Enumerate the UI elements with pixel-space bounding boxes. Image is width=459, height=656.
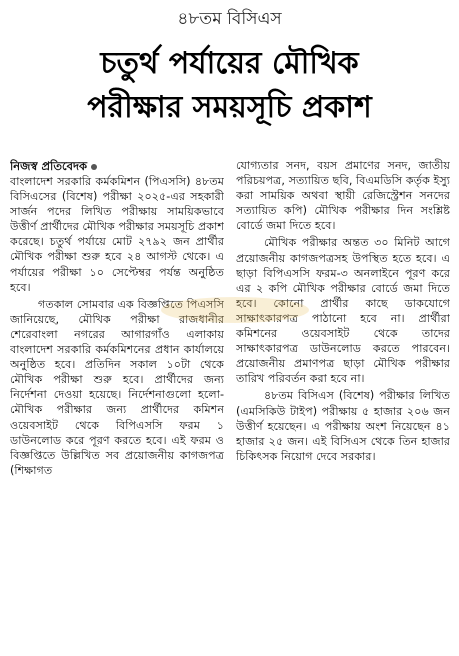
column-left: [10, 158, 224, 652]
paragraph: গতকাল সোমবার এক বিজ্ঞপ্তিতে পিএসসি জানিয়েছে, মৌখিক পরীক্ষা রাজধানীর শেরেবাংলা নগরের আগারগাঁও এলাকায় বাংলাদেশ সরকারি কর্মকমিশনের প্রধান কার্যালয়ে অনুষ্ঠিত হবে। প্রতিদিন সকাল ১০টা থেকে মৌখিক পরীক্ষা শুরু হবে। প্রার্থীদের জন্য নির্দেশনা দেওয়া হয়েছে। নির্দেশনাগুলো হলো- মৌখিক পরীক্ষার জন্য প্রার্থীদের কমিশন ওয়েবসাইট থেকে বিপিএসসি ফরম ১ ডাউনলোড করে পূরণ করতে হবে। এই ফরম ও বিজ্ঞপ্তিতে উল্লিখিত সব প্রয়োজনীয় কাগজপত্র (শিক্ষাগত: [10, 297, 224, 477]
byline-dot-icon: [91, 164, 97, 170]
headline: [0, 42, 459, 130]
byline: [10, 158, 224, 174]
headline-line-2: পরীক্ষার সময়সূচি প্রকাশ: [87, 90, 372, 125]
byline-text: নিজস্ব প্রতিবেদক: [10, 159, 88, 173]
paragraph: ৪৮তম বিসিএস (বিশেষ) পরীক্ষার লিখিত (এমসিকিউ টাইপ) পরীক্ষায় ৫ হাজার ২০৬ জন উত্তীর্ণ হয়েছেন। এ পরীক্ষায় অংশ নিয়েছেন ৪১ হাজার ২৫ জন। এই বিসিএস থেকে তিন হাজার চিকিৎসক নিয়োগ দেবে সরকার।: [236, 389, 450, 463]
paragraph: যোগ্যতার সনদ, বয়স প্রমাণের সনদ, জাতীয় পরিচয়পত্র, সত্যায়িত ছবি, বিএমডিসি কর্তৃক ইস্যু করা সাময়িক অথবা স্থায়ী রেজিস্ট্রেশন সনদের সত্যায়িত কপি) মৌখিক পরীক্ষার দিন সংশ্লিষ্ট বোর্ডে জমা দিতে হবে।: [236, 159, 450, 233]
kicker: ৪৮তম বিসিএস: [177, 9, 282, 29]
headline-line-1: চতুর্থ পর্যায়ের মৌখিক: [100, 46, 359, 81]
article-columns: [10, 158, 450, 652]
column-right: [236, 158, 450, 652]
paragraph: বাংলাদেশ সরকারি কর্মকমিশন (পিএসসি) ৪৮তম বিসিএসের (বিশেষ) পরীক্ষা ২০২৫-এর সহকারী সার্জন পদের লিখিত পরীক্ষায় সাময়িকভাবে উত্তীর্ণ প্রার্থীদের মৌখিক পরীক্ষার সময়সূচি প্রকাশ করেছে। চতুর্থ পর্যায়ে মোট ২৭৯২ জন প্রার্থীর মৌখিক পরীক্ষা শুরু হবে ২৪ আগস্ট থেকে। এ পর্যায়ের পরীক্ষা ১০ সেপ্টেম্বর পর্যন্ত অনুষ্ঠিত হবে।: [10, 175, 224, 294]
paragraph: মৌখিক পরীক্ষার অন্তত ৩০ মিনিট আগে প্রয়োজনীয় কাগজপত্রসহ উপস্থিত হতে হবে। এ ছাড়া বিপিএসসি ফরম-৩ অনলাইনে পূরণ করে এর ২ কপি মৌখিক পরীক্ষার বোর্ডে জমা দিতে হবে। কোনো প্রার্থীর কাছে ডাকযোগে সাক্ষাৎকারপত্র পাঠানো হবে না। প্রার্থীরা কমিশনের ওয়েবসাইট থেকে তাদের সাক্ষাৎকারপত্র ডাউনলোড করতে পারবেন। প্রয়োজনীয় প্রমাণপত্র ছাড়া মৌখিক পরীক্ষার তারিখ পরিবর্তন করা হবে না।: [236, 236, 450, 386]
